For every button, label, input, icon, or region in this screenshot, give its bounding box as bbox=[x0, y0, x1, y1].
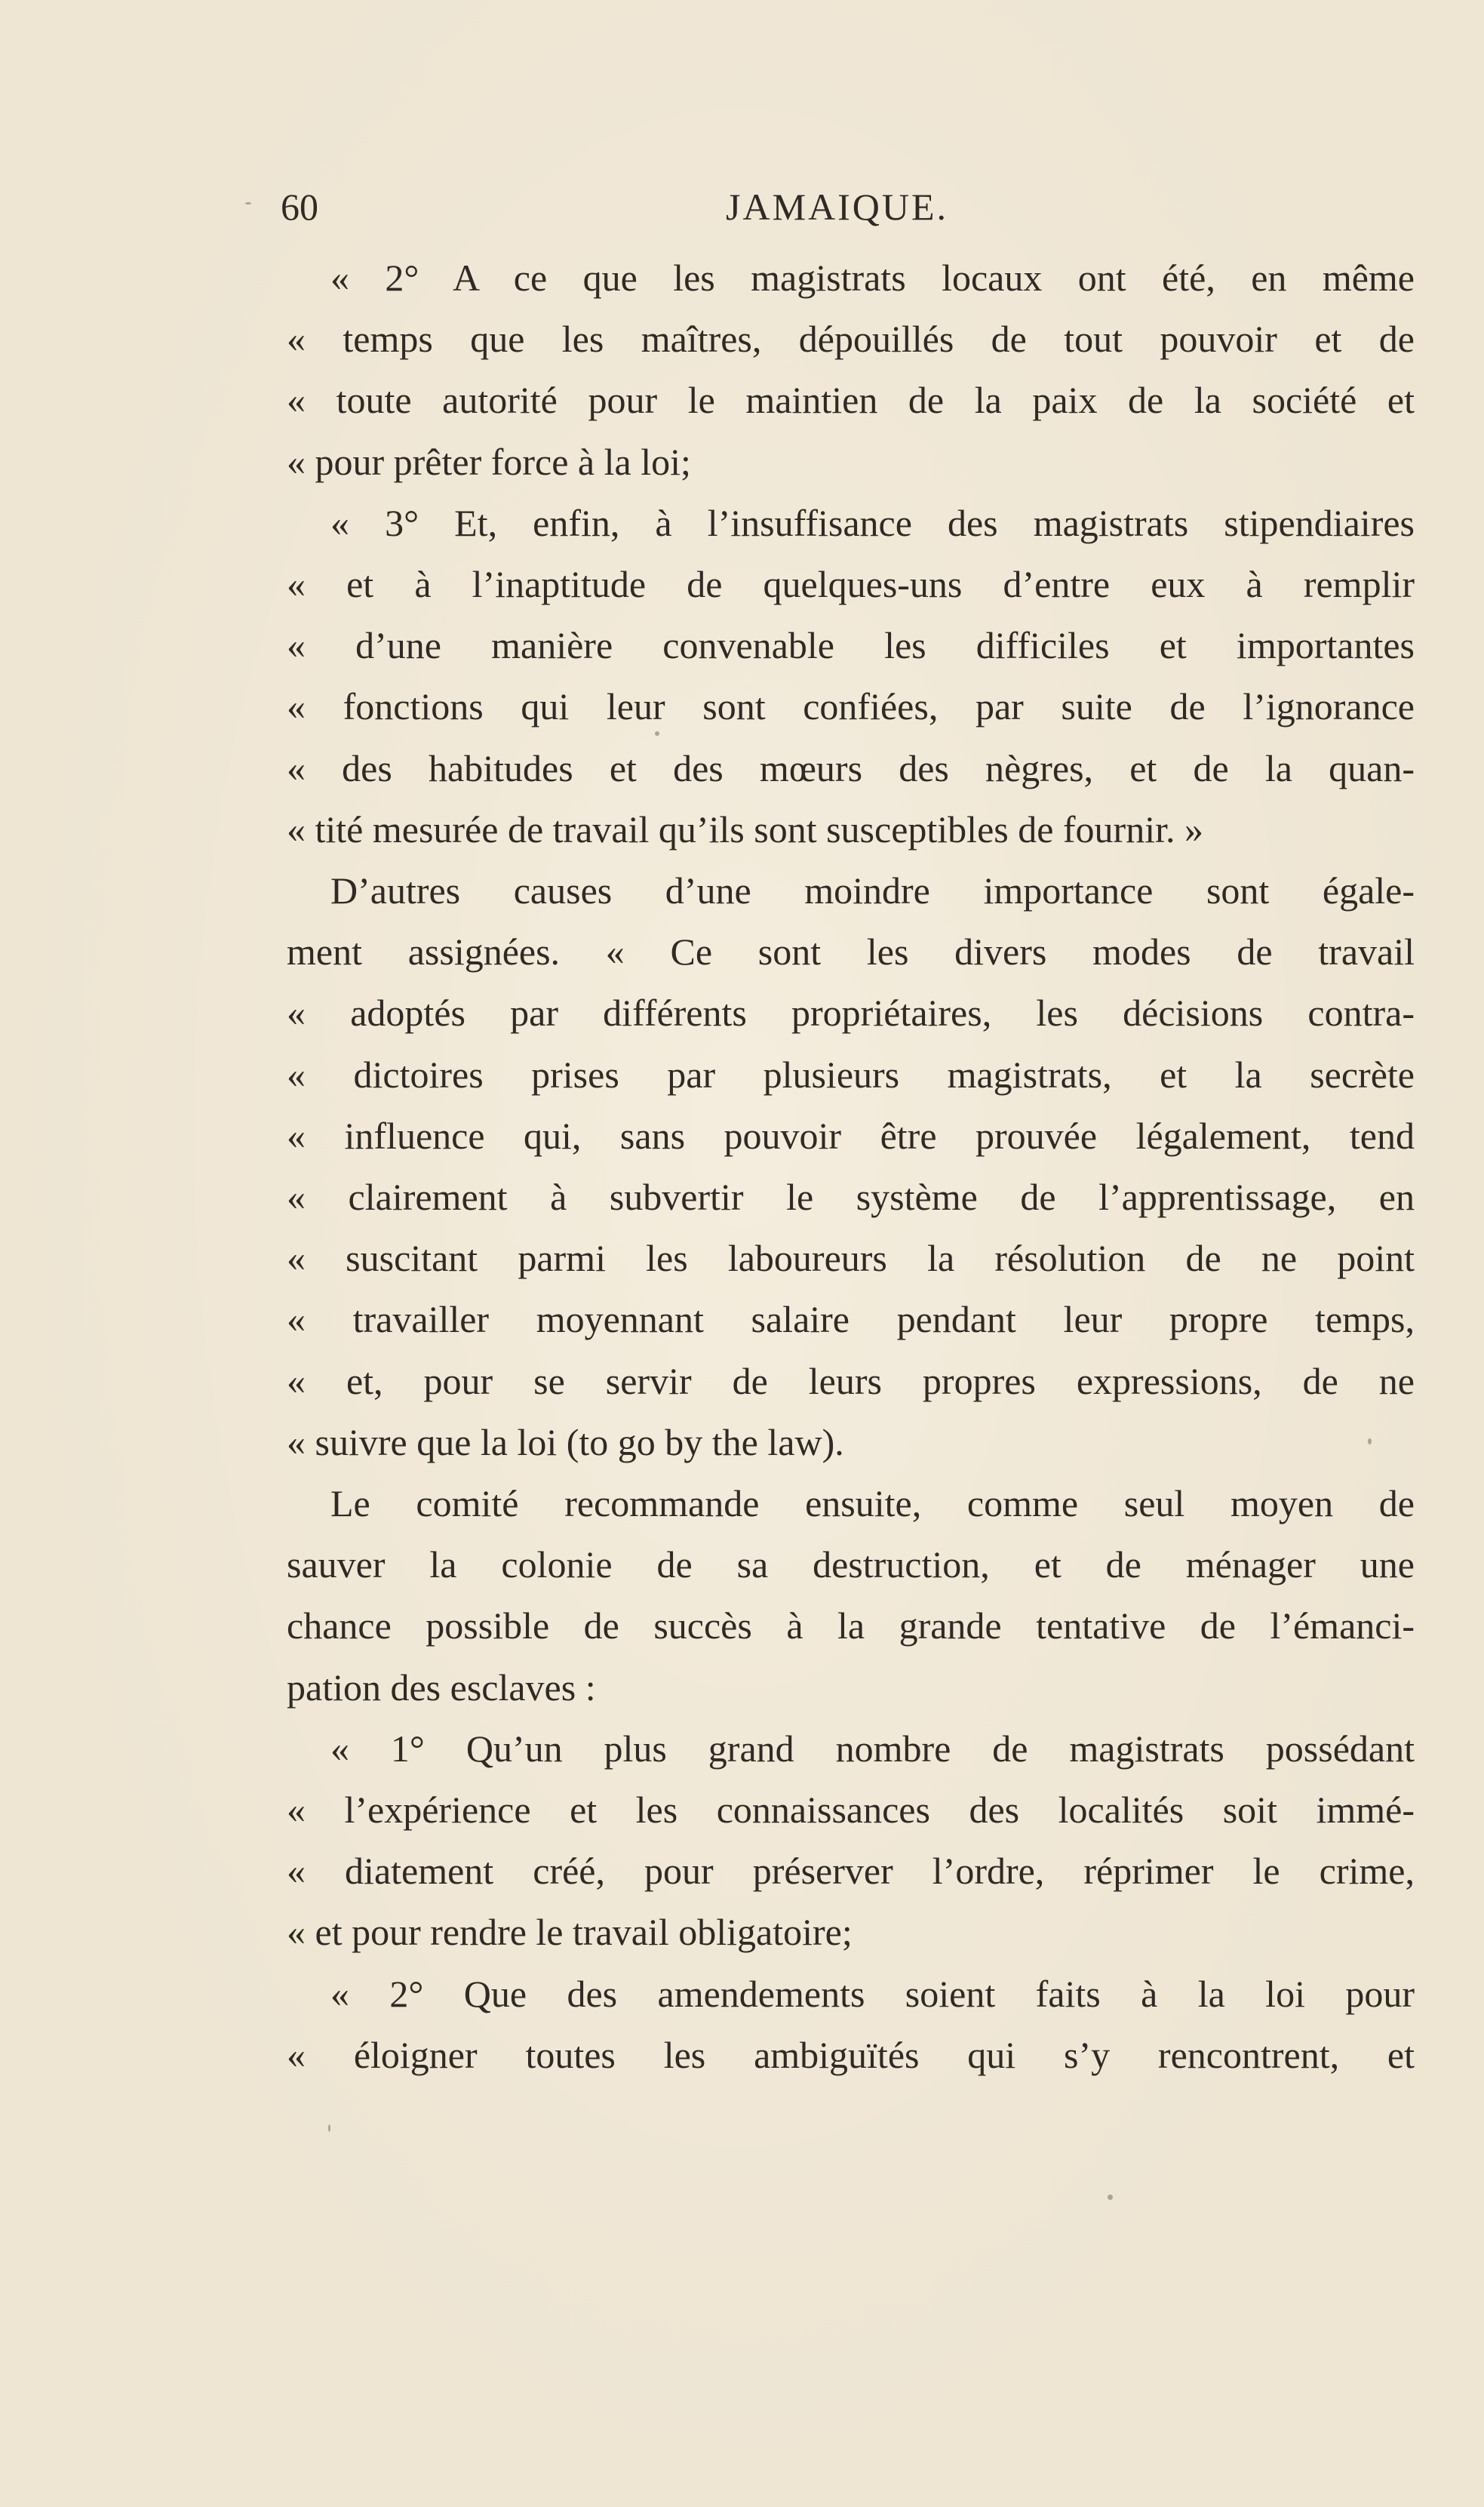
text-line: « tité mesurée de travail qu’ils sont susceptibles de fournir. » bbox=[287, 807, 1203, 851]
text-line: « des habitudes et des mœurs des nègres, et de la quan- bbox=[287, 746, 1415, 789]
text-line: « 3° Et, enfin, à l’insuffisance des magistrats stipendiaires bbox=[330, 501, 1415, 544]
text-line: pation des esclaves : bbox=[287, 1666, 596, 1709]
text-line: Le comité recommande ensuite, comme seul moyen de bbox=[330, 1482, 1415, 1525]
text-line: ment assignées. « Ce sont les divers modes de travail bbox=[287, 931, 1415, 974]
text-line: « et, pour se servir de leurs propres expressions, de ne bbox=[287, 1359, 1415, 1402]
text-line: « éloigner toutes les ambiguïtés qui s’y rencontrent, et bbox=[287, 2033, 1415, 2076]
text-line: « suscitant parmi les laboureurs la résolution de ne point bbox=[287, 1237, 1415, 1280]
text-line: « toute autorité pour le maintien de la paix de la société et bbox=[287, 379, 1415, 422]
text-line: « adoptés par différents propriétaires, les décisions contra- bbox=[287, 992, 1415, 1035]
page-header bbox=[281, 184, 1484, 245]
text-line: « clairement à subvertir le système de l’apprentissage, en bbox=[287, 1176, 1415, 1219]
paper-speck bbox=[328, 2124, 330, 2132]
text-line: « fonctions qui leur sont confiées, par suite de l’ignorance bbox=[287, 685, 1415, 728]
text-line: « et pour rendre le travail obligatoire; bbox=[287, 1911, 853, 1954]
page-number: 60 bbox=[281, 186, 318, 228]
text-line: « dictoires prises par plusieurs magistrats, et la secrète bbox=[287, 1053, 1415, 1096]
running-title: JAMAIQUE. bbox=[726, 186, 949, 228]
text-line: « et à l’inaptitude de quelques-uns d’entre eux à remplir bbox=[287, 563, 1415, 606]
text-line: « pour prêter force à la loi; bbox=[287, 440, 691, 483]
paper-speck bbox=[655, 731, 659, 736]
paper-speck bbox=[1368, 1438, 1372, 1444]
text-line: « 2° Que des amendements soient faits à la loi pour bbox=[330, 1972, 1415, 2015]
paper-speck bbox=[1108, 2195, 1113, 2200]
text-line: « 1° Qu’un plus grand nombre de magistrats possédant bbox=[330, 1727, 1415, 1770]
body-text bbox=[287, 248, 1415, 2086]
text-line: « travailler moyennant salaire pendant leur propre temps, bbox=[287, 1298, 1415, 1341]
text-line: « diatement créé, pour préserver l’ordre, réprimer le crime, bbox=[287, 1850, 1415, 1893]
text-line: D’autres causes d’une moindre importance sont égale- bbox=[330, 869, 1415, 912]
text-line: « l’expérience et les connaissances des localités soit immé- bbox=[287, 1789, 1415, 1832]
text-line: chance possible de succès à la grande tentative de l’émanci- bbox=[287, 1604, 1415, 1647]
text-line: « suivre que la loi (to go by the law). bbox=[287, 1420, 844, 1463]
paper-speck bbox=[245, 202, 251, 205]
text-line: « d’une manière convenable les difficiles et importantes bbox=[287, 624, 1415, 667]
text-line: sauver la colonie de sa destruction, et de ménager une bbox=[287, 1543, 1415, 1586]
text-line: « temps que les maîtres, dépouillés de tout pouvoir et de bbox=[287, 318, 1415, 361]
text-line: « 2° A ce que les magistrats locaux ont été, en même bbox=[330, 257, 1415, 299]
text-line: « influence qui, sans pouvoir être prouvée légalement, tend bbox=[287, 1114, 1415, 1157]
